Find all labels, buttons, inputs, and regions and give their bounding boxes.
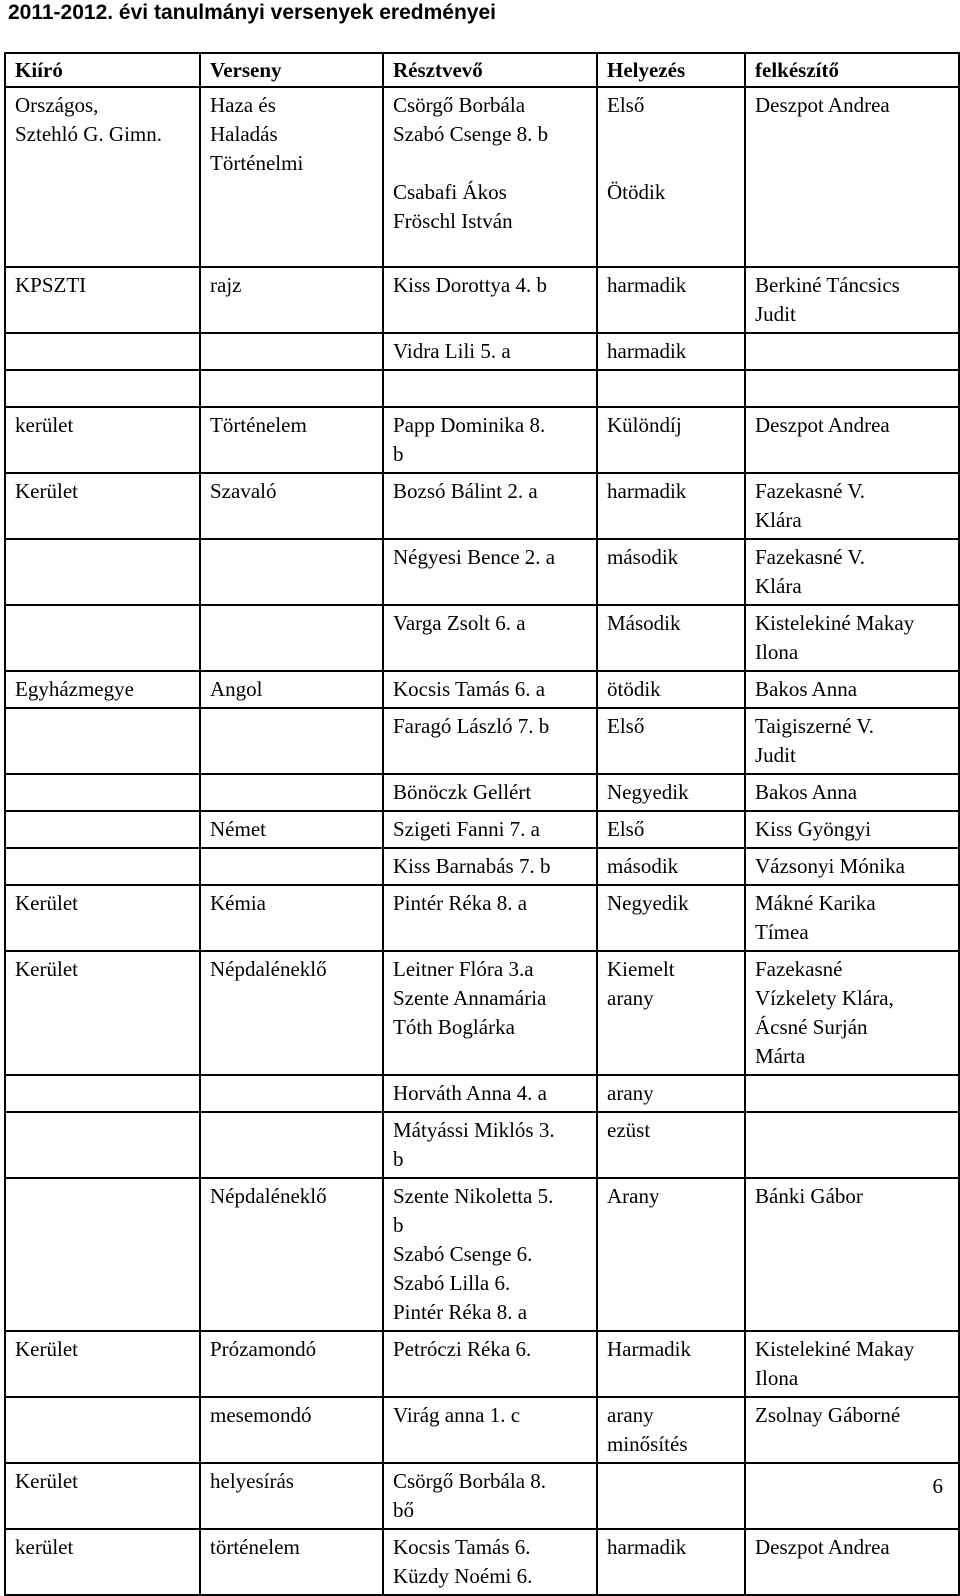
kiiro-cell: kerület bbox=[5, 407, 200, 473]
column-header-verseny: Verseny bbox=[200, 53, 383, 87]
verseny-cell bbox=[200, 1112, 383, 1178]
verseny-cell: mesemondó bbox=[200, 1397, 383, 1463]
felkeszito-cell bbox=[745, 333, 959, 370]
resztvevo-cell: Kocsis Tamás 6. Küzdy Noémi 6. bbox=[383, 1529, 597, 1595]
felkeszito-cell: Bánki Gábor bbox=[745, 1178, 959, 1331]
verseny-cell bbox=[200, 774, 383, 811]
kiiro-cell: KPSZTI bbox=[5, 267, 200, 333]
resztvevo-cell: Leitner Flóra 3.a Szente Annamária Tóth Boglárka bbox=[383, 951, 597, 1075]
felkeszito-cell: Deszpot Andrea bbox=[745, 1529, 959, 1595]
resztvevo-cell: Kiss Dorottya 4. b bbox=[383, 267, 597, 333]
resztvevo-cell: Pintér Réka 8. a bbox=[383, 885, 597, 951]
kiiro-cell: Kerület bbox=[5, 473, 200, 539]
column-header-helyezes: Helyezés bbox=[597, 53, 745, 87]
results-table bbox=[4, 52, 960, 1596]
kiiro-cell bbox=[5, 333, 200, 370]
table-row bbox=[5, 708, 959, 774]
verseny-cell bbox=[200, 539, 383, 605]
resztvevo-cell: Varga Zsolt 6. a bbox=[383, 605, 597, 671]
felkeszito-cell: Fazekasné V. Klára bbox=[745, 473, 959, 539]
table-row bbox=[5, 1178, 959, 1331]
table-row bbox=[5, 370, 959, 407]
table-row bbox=[5, 811, 959, 848]
resztvevo-cell: Virág anna 1. c bbox=[383, 1397, 597, 1463]
helyezes-cell bbox=[597, 1463, 745, 1529]
verseny-cell: történelem bbox=[200, 1529, 383, 1595]
helyezes-cell: harmadik bbox=[597, 267, 745, 333]
table-row bbox=[5, 1075, 959, 1112]
helyezes-cell: harmadik bbox=[597, 333, 745, 370]
felkeszito-cell bbox=[745, 1463, 959, 1529]
felkeszito-cell: Fazekasné V. Klára bbox=[745, 539, 959, 605]
table-row bbox=[5, 1397, 959, 1463]
helyezes-cell: Első Ötödik bbox=[597, 87, 745, 267]
felkeszito-cell: Taigiszerné V. Judit bbox=[745, 708, 959, 774]
helyezes-cell: ezüst bbox=[597, 1112, 745, 1178]
helyezes-cell: harmadik bbox=[597, 1529, 745, 1595]
table-row bbox=[5, 774, 959, 811]
kiiro-cell bbox=[5, 774, 200, 811]
felkeszito-cell: Berkiné Táncsics Judit bbox=[745, 267, 959, 333]
page-title: 2011-2012. évi tanulmányi versenyek eredményei bbox=[8, 1, 496, 24]
table-row bbox=[5, 885, 959, 951]
helyezes-cell: Második bbox=[597, 605, 745, 671]
resztvevo-cell: Mátyássi Miklós 3. b bbox=[383, 1112, 597, 1178]
verseny-cell: Kémia bbox=[200, 885, 383, 951]
felkeszito-cell: Fazekasné Vízkelety Klára, Ácsné Surján Márta bbox=[745, 951, 959, 1075]
kiiro-cell: kerület bbox=[5, 1529, 200, 1595]
felkeszito-cell: Bakos Anna bbox=[745, 671, 959, 708]
kiiro-cell bbox=[5, 539, 200, 605]
verseny-cell: Prózamondó bbox=[200, 1331, 383, 1397]
verseny-cell bbox=[200, 605, 383, 671]
table-row bbox=[5, 407, 959, 473]
helyezes-cell: arany minősítés bbox=[597, 1397, 745, 1463]
kiiro-cell bbox=[5, 1112, 200, 1178]
kiiro-cell: Országos, Sztehló G. Gimn. bbox=[5, 87, 200, 267]
helyezes-cell: Első bbox=[597, 811, 745, 848]
kiiro-cell bbox=[5, 708, 200, 774]
verseny-cell: helyesírás bbox=[200, 1463, 383, 1529]
kiiro-cell bbox=[5, 1178, 200, 1331]
verseny-cell: Történelem bbox=[200, 407, 383, 473]
resztvevo-cell bbox=[383, 370, 597, 407]
verseny-cell: Népdaléneklő bbox=[200, 951, 383, 1075]
header-row bbox=[5, 53, 959, 87]
kiiro-cell bbox=[5, 605, 200, 671]
kiiro-cell: Kerület bbox=[5, 951, 200, 1075]
resztvevo-cell: Kocsis Tamás 6. a bbox=[383, 671, 597, 708]
resztvevo-cell: Vidra Lili 5. a bbox=[383, 333, 597, 370]
felkeszito-cell bbox=[745, 370, 959, 407]
kiiro-cell: Egyházmegye bbox=[5, 671, 200, 708]
verseny-cell: Német bbox=[200, 811, 383, 848]
resztvevo-cell: Szigeti Fanni 7. a bbox=[383, 811, 597, 848]
helyezes-cell: második bbox=[597, 848, 745, 885]
verseny-cell bbox=[200, 333, 383, 370]
verseny-cell bbox=[200, 1075, 383, 1112]
column-header-resztvevo: Résztvevő bbox=[383, 53, 597, 87]
helyezes-cell: Kiemelt arany bbox=[597, 951, 745, 1075]
table-row bbox=[5, 605, 959, 671]
resztvevo-cell: Papp Dominika 8. b bbox=[383, 407, 597, 473]
felkeszito-cell: Kiss Gyöngyi bbox=[745, 811, 959, 848]
table-body bbox=[5, 87, 959, 1595]
helyezes-cell: Negyedik bbox=[597, 774, 745, 811]
resztvevo-cell: Négyesi Bence 2. a bbox=[383, 539, 597, 605]
kiiro-cell bbox=[5, 811, 200, 848]
kiiro-cell: Kerület bbox=[5, 885, 200, 951]
resztvevo-cell: Bozsó Bálint 2. a bbox=[383, 473, 597, 539]
helyezes-cell: Harmadik bbox=[597, 1331, 745, 1397]
kiiro-cell bbox=[5, 370, 200, 407]
resztvevo-cell: Kiss Barnabás 7. b bbox=[383, 848, 597, 885]
verseny-cell bbox=[200, 370, 383, 407]
verseny-cell: Népdaléneklő bbox=[200, 1178, 383, 1331]
verseny-cell: Haza és Haladás Történelmi bbox=[200, 87, 383, 267]
felkeszito-cell bbox=[745, 1075, 959, 1112]
resztvevo-cell: Szente Nikoletta 5. b Szabó Csenge 6. Szabó Lilla 6. Pintér Réka 8. a bbox=[383, 1178, 597, 1331]
helyezes-cell: második bbox=[597, 539, 745, 605]
helyezes-cell bbox=[597, 370, 745, 407]
table-row bbox=[5, 333, 959, 370]
table-row bbox=[5, 473, 959, 539]
table-row bbox=[5, 87, 959, 267]
column-header-kiiro: Kiíró bbox=[5, 53, 200, 87]
page-number: 6 bbox=[932, 1474, 943, 1498]
resztvevo-cell: Csörgő Borbála 8. bő bbox=[383, 1463, 597, 1529]
table-row bbox=[5, 671, 959, 708]
table-row bbox=[5, 267, 959, 333]
resztvevo-cell: Bönöczk Gellért bbox=[383, 774, 597, 811]
felkeszito-cell bbox=[745, 1112, 959, 1178]
felkeszito-cell: Vázsonyi Mónika bbox=[745, 848, 959, 885]
resztvevo-cell: Horváth Anna 4. a bbox=[383, 1075, 597, 1112]
table-row bbox=[5, 1331, 959, 1397]
felkeszito-cell: Mákné Karika Tímea bbox=[745, 885, 959, 951]
helyezes-cell: harmadik bbox=[597, 473, 745, 539]
table-row bbox=[5, 1112, 959, 1178]
verseny-cell bbox=[200, 848, 383, 885]
verseny-cell: Angol bbox=[200, 671, 383, 708]
kiiro-cell bbox=[5, 1075, 200, 1112]
table-row bbox=[5, 1529, 959, 1595]
helyezes-cell: Különdíj bbox=[597, 407, 745, 473]
helyezes-cell: Arany bbox=[597, 1178, 745, 1331]
table-row bbox=[5, 848, 959, 885]
felkeszito-cell: Bakos Anna bbox=[745, 774, 959, 811]
resztvevo-cell: Petróczi Réka 6. bbox=[383, 1331, 597, 1397]
helyezes-cell: arany bbox=[597, 1075, 745, 1112]
helyezes-cell: Negyedik bbox=[597, 885, 745, 951]
column-header-felkeszito: felkészítő bbox=[745, 53, 959, 87]
verseny-cell bbox=[200, 708, 383, 774]
felkeszito-cell: Deszpot Andrea bbox=[745, 407, 959, 473]
felkeszito-cell: Kistelekiné Makay Ilona bbox=[745, 605, 959, 671]
kiiro-cell: Kerület bbox=[5, 1463, 200, 1529]
felkeszito-cell: Kistelekiné Makay Ilona bbox=[745, 1331, 959, 1397]
verseny-cell: Szavaló bbox=[200, 473, 383, 539]
helyezes-cell: Első bbox=[597, 708, 745, 774]
resztvevo-cell: Csörgő Borbála Szabó Csenge 8. b Csabafi Ákos Fröschl István bbox=[383, 87, 597, 267]
helyezes-cell: ötödik bbox=[597, 671, 745, 708]
table-row bbox=[5, 539, 959, 605]
table-row bbox=[5, 951, 959, 1075]
resztvevo-cell: Faragó László 7. b bbox=[383, 708, 597, 774]
felkeszito-cell: Zsolnay Gáborné bbox=[745, 1397, 959, 1463]
felkeszito-cell: Deszpot Andrea bbox=[745, 87, 959, 267]
table-row bbox=[5, 1463, 959, 1529]
kiiro-cell bbox=[5, 848, 200, 885]
kiiro-cell bbox=[5, 1397, 200, 1463]
verseny-cell: rajz bbox=[200, 267, 383, 333]
kiiro-cell: Kerület bbox=[5, 1331, 200, 1397]
